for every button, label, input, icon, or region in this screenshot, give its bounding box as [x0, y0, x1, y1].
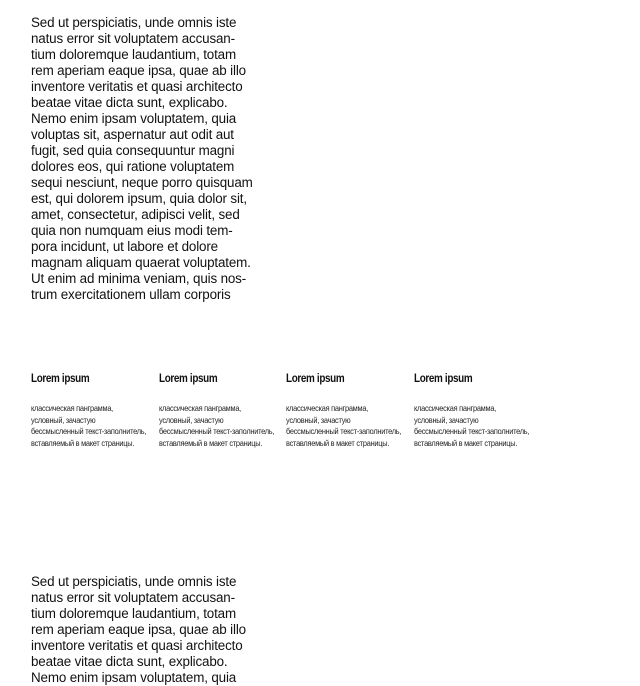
column-line: вставляемый в макет страницы. [159, 437, 263, 448]
column-line: бессмысленный текст-заполнитель, [159, 426, 275, 437]
column-title: Lorem ipsum [31, 373, 90, 385]
paragraph-line: magnam aliquam quaerat voluptatem. [31, 255, 251, 270]
paragraph-line: Ut enim ad minima veniam, quis nos- [31, 271, 247, 286]
paragraph-line: Sed ut perspiciatis, unde omnis iste [31, 574, 237, 589]
paragraph-line: est, qui dolorem ipsum, quia dolor sit, [31, 191, 247, 206]
column-line: бессмысленный текст-заполнитель, [414, 426, 530, 437]
column-line: условный, зачастую [31, 414, 96, 425]
paragraph-line: sequi nesciunt, neque porro quisquam [31, 175, 253, 190]
column-line: классическая панграмма, [31, 403, 113, 413]
paragraph-line: tium doloremque laudantium, totam [31, 47, 236, 62]
paragraph-line: amet, consectetur, adipisci velit, sed [31, 207, 240, 222]
column-line: бессмысленный текст-заполнитель, [31, 426, 147, 437]
column-line: условный, зачастую [159, 414, 224, 425]
bottom-paragraph [31, 574, 271, 686]
paragraph-line: dolores eos, qui ratione voluptatem [31, 159, 235, 174]
paragraph-line: beatae vitae dicta sunt, explicabo. [31, 95, 228, 110]
column-body [159, 403, 284, 449]
column-line: условный, зачастую [286, 414, 351, 425]
paragraph-line: rem aperiam eaque ipsa, quae ab illo [31, 63, 246, 78]
paragraph-line: fugit, sed quia consequuntur magni [31, 143, 235, 158]
paragraph-line: inventore veritatis et quasi architecto [31, 79, 243, 94]
paragraph-line: Nemo enim ipsam voluptatem, quia [31, 111, 237, 126]
paragraph-line: natus error sit voluptatem accusan- [31, 31, 235, 46]
paragraph-line: quia non numquam eius modi tem- [31, 223, 233, 238]
feature-column-3 [286, 372, 411, 449]
paragraph-line: natus error sit voluptatem accusan- [31, 590, 235, 605]
paragraph-line: Sed ut perspiciatis, unde omnis iste [31, 15, 237, 30]
column-body [31, 403, 156, 449]
paragraph-line: Nemo enim ipsam voluptatem, quia [31, 670, 237, 685]
column-body [286, 403, 411, 449]
feature-columns [0, 372, 640, 462]
feature-column-1 [31, 372, 156, 449]
column-line: классическая панграмма, [286, 403, 368, 413]
paragraph-line: tium doloremque laudantium, totam [31, 606, 236, 621]
paragraph-line: voluptas sit, aspernatur aut odit aut [31, 127, 234, 142]
paragraph-line: beatae vitae dicta sunt, explicabo. [31, 654, 228, 669]
column-title: Lorem ipsum [159, 373, 218, 385]
paragraph-line: rem aperiam eaque ipsa, quae ab illo [31, 622, 246, 637]
column-title: Lorem ipsum [414, 373, 473, 385]
paragraph-line: trum exercitationem ullam corporis [31, 287, 231, 302]
column-line: бессмысленный текст-заполнитель, [286, 426, 402, 437]
column-line: вставляемый в макет страницы. [31, 437, 135, 448]
column-title: Lorem ipsum [286, 373, 345, 385]
paragraph-line: pora incidunt, ut labore et dolore [31, 239, 218, 254]
column-line: вставляемый в макет страницы. [414, 437, 518, 448]
top-paragraph [31, 15, 271, 303]
column-line: условный, зачастую [414, 414, 479, 425]
feature-column-2 [159, 372, 284, 449]
feature-column-4 [414, 372, 539, 449]
column-line: классическая панграмма, [159, 403, 241, 413]
paragraph-line: inventore veritatis et quasi architecto [31, 638, 243, 653]
column-body [414, 403, 539, 449]
column-line: вставляемый в макет страницы. [286, 437, 390, 448]
column-line: классическая панграмма, [414, 403, 496, 413]
